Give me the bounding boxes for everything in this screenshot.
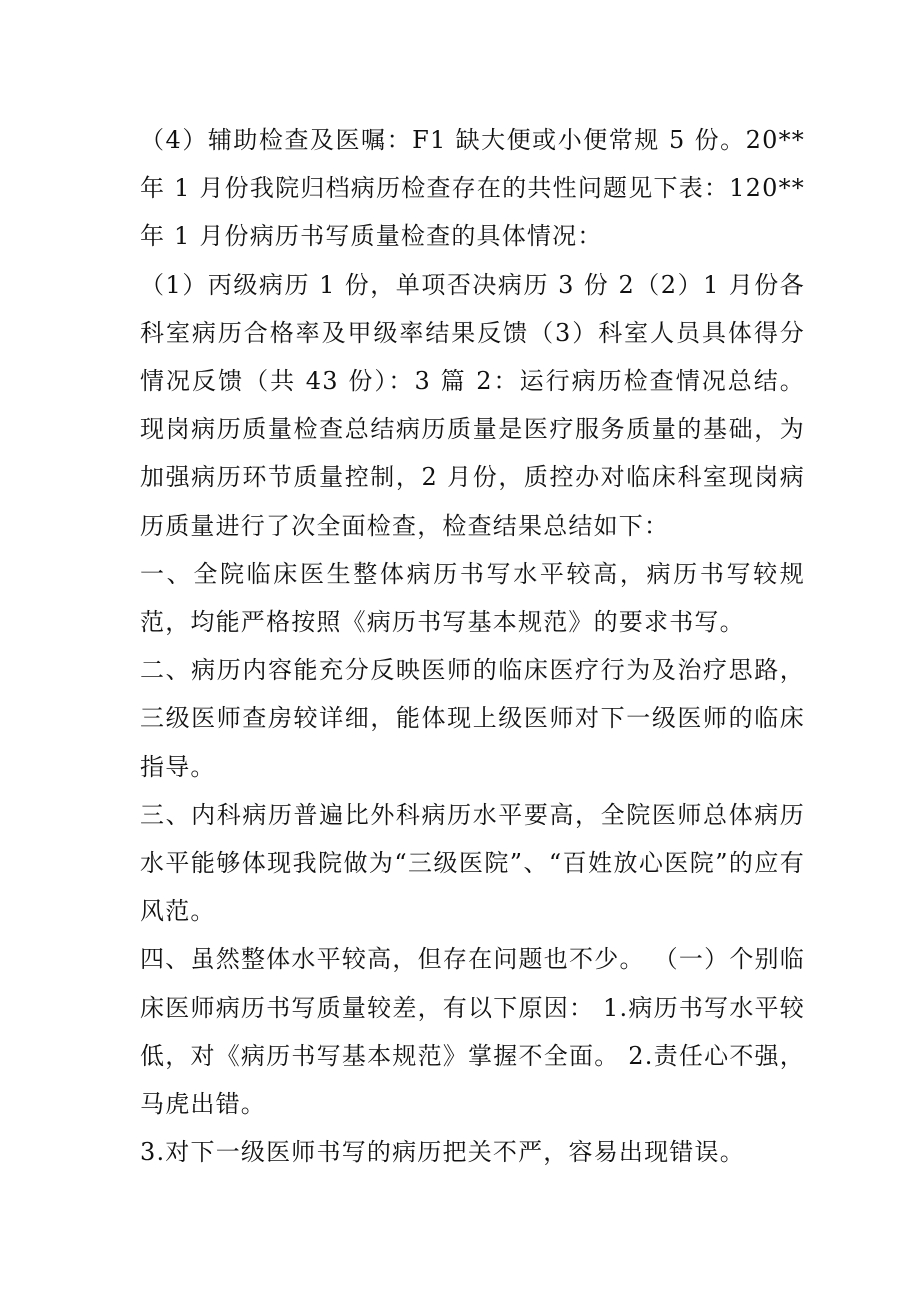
- paragraph-point-three: 三、内科病历普遍比外科病历水平要高，全院医师总体病历水平能够体现我院做为“三级医院”、“百姓放心医院”的应有风范。: [140, 800, 805, 926]
- paragraph-point-four: 四、虽然整体水平较高，但存在问题也不少。 （一）个别临床医师病历书写质量较差，有以下原因： 1.病历书写水平较低，对《病历书写基本规范》掌握不全面。 2.责任心不强，马虎出错。: [140, 945, 805, 1119]
- paragraph-grade-summary: （1）丙级病历 1 份，单项否决病历 3 份 2（2）1 月份各科室病历合格率及甲级率结果反馈（3）科室人员具体得分情况反馈（共 43 份）：3 篇 2：运行病历检查情况总结。 现岗病历质量检查总结病历质量是医疗服务质量的基础，为加强病历环节质量控制，2 月份，质控办对临床科室现岗病历质量进行了次全面检查，检查结果总结如下：: [140, 270, 805, 540]
- paragraph-point-one: 一、全院临床医生整体病历书写水平较高，病历书写较规范，均能严格按照《病历书写基本规范》的要求书写。: [140, 559, 805, 637]
- document-body: [140, 116, 805, 1176]
- paragraph-auxiliary-exam: （4）辅助检查及医嘱：F1 缺大便或小便常规 5 份。20**年 1 月份我院归档病历检查存在的共性问题见下表：120**年 1 月份病历书写质量检查的具体情况：: [140, 126, 805, 251]
- paragraph-reason-three: 3.对下一级医师书写的病历把关不严，容易出现错误。: [140, 1138, 745, 1167]
- paragraph-point-two: 二、病历内容能充分反映医师的临床医疗行为及治疗思路，三级医师查房较详细，能体现上级医师对下一级医师的临床指导。: [140, 656, 805, 781]
